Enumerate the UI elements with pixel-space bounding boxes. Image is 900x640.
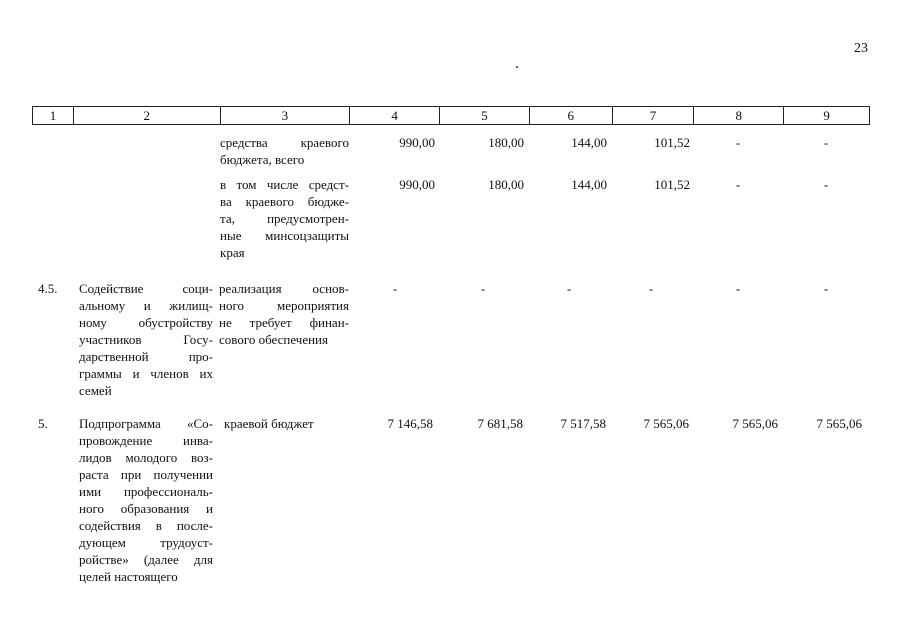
row-2-col-4: 990,00 [399,177,435,192]
row-3-col-3 [219,280,349,348]
row-1-col-7: 101,52 [654,135,690,150]
text-line: провождение инва- [79,433,213,448]
row-3-col-8: - [735,281,741,296]
row-4-col-2 [79,415,213,585]
page-number: 23 [854,41,868,56]
text-line: ройстве» (далее для [79,552,213,567]
row-1-col-3 [220,134,349,168]
text-line: альному и жилищ- [79,298,213,313]
header-col-9: 9 [783,107,869,124]
text-line: раста при получении [79,467,213,482]
header-col-3: 3 [220,107,350,124]
row-3-col-7: - [648,281,654,296]
text-line: реализация основ- [219,281,349,296]
text-line: та, предусмотрен- [220,211,349,226]
row-4-col-4: 7 146,58 [387,416,433,431]
text-line: дующем трудоуст- [79,535,213,550]
row-4-col-6: 7 517,58 [560,416,606,431]
row-4-col-5: 7 681,58 [477,416,523,431]
row-3-col-1: 4.5. [38,281,58,296]
text-line: средства краевого [220,135,349,150]
row-4-col-9: 7 565,06 [816,416,862,431]
text-line: участников Госу- [79,332,213,347]
row-3-col-9: - [823,281,829,296]
text-line: целей настоящего [79,569,178,584]
text-line: ва краевого бюдже- [220,194,349,209]
text-line: не требует финан- [219,315,349,330]
header-col-1: 1 [49,108,57,123]
text-line: дарственной про- [79,349,213,364]
text-line: граммы и членов их [79,366,213,381]
text-line: сового обеспечения [219,332,328,347]
header-col-5: 5 [439,107,529,124]
text-line: ные минсоцзащиты [220,228,349,243]
row-3-col-5: - [480,281,486,296]
row-3-col-2 [79,280,213,399]
row-2-col-5: 180,00 [488,177,524,192]
row-1-col-8: - [735,135,741,150]
text-line: Подпрограмма «Со- [79,416,213,431]
row-3-col-4: - [392,281,398,296]
row-4-col-1: 5. [38,416,48,431]
text-line: в том числе средст- [220,177,349,192]
text-line: краевой бюджет [224,416,314,431]
row-4-col-7: 7 565,06 [643,416,689,431]
row-2-col-7: 101,52 [654,177,690,192]
row-2-col-9: - [823,177,829,192]
row-1-col-4: 990,00 [399,135,435,150]
row-1-col-5: 180,00 [488,135,524,150]
text-line: края [220,245,245,260]
text-line: Содействие соци- [79,281,213,296]
text-line: бюджета, всего [220,152,305,167]
scan-speck [516,66,518,68]
row-2-col-8: - [735,177,741,192]
row-4-col-3 [224,415,349,432]
text-line: ному обустройству [79,315,213,330]
text-line: ного мероприятия [219,298,349,313]
row-1-col-6: 144,00 [571,135,607,150]
text-line: семей [79,383,112,398]
row-2-col-3 [220,176,349,261]
header-col-7: 7 [612,107,694,124]
header-col-4: 4 [349,107,439,124]
row-2-col-6: 144,00 [571,177,607,192]
text-line: ного образования и [79,501,213,516]
row-4-col-8: 7 565,06 [732,416,778,431]
text-line: лидов молодого воз- [79,450,213,465]
header-col-6: 6 [529,107,612,124]
row-3-col-6: - [566,281,572,296]
row-1-col-9: - [823,135,829,150]
header-col-8: 8 [693,107,783,124]
table-header-row [32,106,870,125]
header-col-2: 2 [73,107,220,124]
text-line: содействия в после- [79,518,213,533]
text-line: ими профессиональ- [79,484,213,499]
